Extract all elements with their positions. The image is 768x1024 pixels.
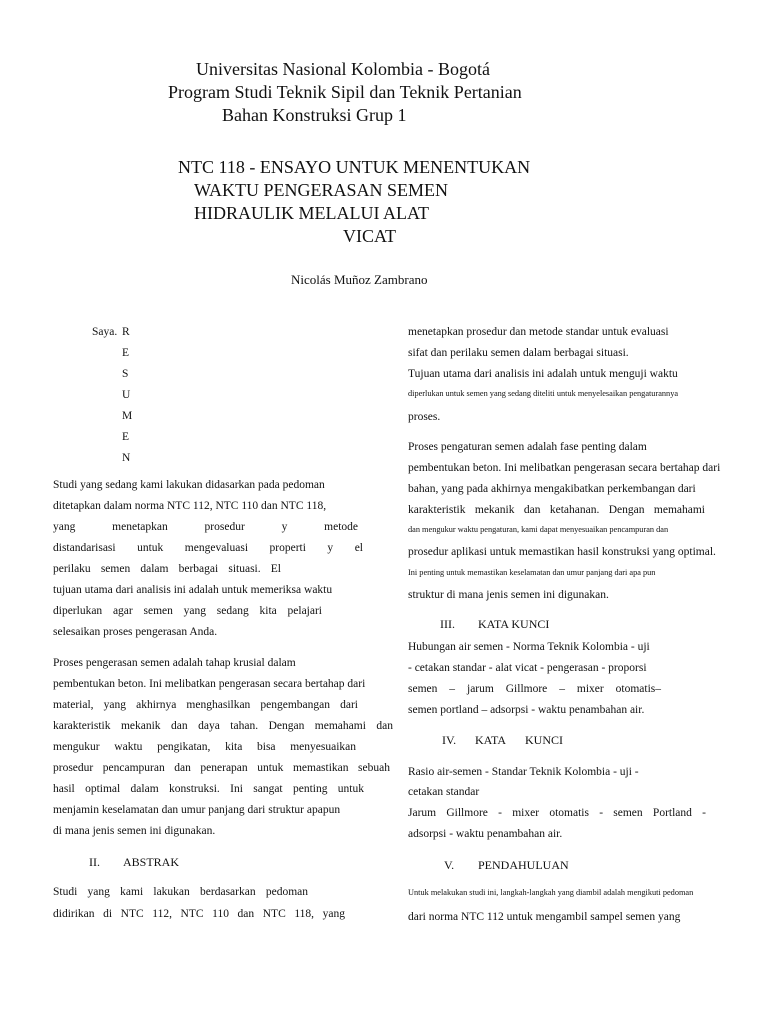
- title-line-4: VICAT: [343, 226, 396, 246]
- resumen-letter: N: [122, 452, 131, 464]
- left-p1-line: yang menetapkan prosedur y metode: [53, 521, 358, 533]
- section-2-number: II.: [89, 855, 100, 869]
- section-3-number: III.: [440, 617, 455, 631]
- section-5-number: V.: [444, 858, 455, 872]
- section-2-heading: ABSTRAK: [123, 855, 180, 869]
- group-name: Bahan Konstruksi Grup 1: [222, 105, 407, 125]
- right-p2-line: karakteristik mekanik dan ketahanan. Dengan memahami: [408, 504, 705, 516]
- left-p2-line: prosedur pencampuran dan penerapan untuk memastikan sebuah: [53, 762, 390, 774]
- keywords-2-line: Jarum Gillmore - mixer otomatis - semen Portland -: [408, 807, 706, 819]
- resumen-letter: E: [122, 431, 130, 443]
- author-name: Nicolás Muñoz Zambrano: [291, 272, 428, 287]
- keywords-1-line: - cetakan standar - alat vicat - pengerasan - proporsi: [408, 662, 647, 674]
- program-name: Program Studi Teknik Sipil dan Teknik Pertanian: [168, 82, 522, 102]
- keywords-1-line: Hubungan air semen - Norma Teknik Kolombia - uji: [408, 641, 650, 653]
- left-p3-line: didirikan di NTC 112, NTC 110 dan NTC 118, yang: [53, 908, 345, 920]
- right-p2-line: prosedur aplikasi untuk memastikan hasil konstruksi yang optimal.: [408, 546, 716, 558]
- left-p1-line: selesaikan proses pengerasan Anda.: [53, 626, 218, 638]
- right-p2-line: dan mengukur waktu pengaturan, kami dapat menyesuaikan pencampuran dan: [408, 525, 669, 534]
- right-p3-line: dari norma NTC 112 untuk mengambil sampel semen yang: [408, 911, 681, 923]
- left-p2-line: menjamin keselamatan dan umur panjang dari struktur apapun: [53, 804, 341, 816]
- section-3-heading: KATA KUNCI: [478, 617, 550, 631]
- left-p2-line: material, yang akhirnya menghasilkan pengembangan dari: [53, 699, 358, 711]
- left-p1-line: perilaku semen dalam berbagai situasi. El: [53, 563, 281, 575]
- title-line-3: HIDRAULIK MELALUI ALAT: [194, 203, 429, 223]
- saya-label: Saya.: [92, 326, 118, 338]
- right-p2-line: struktur di mana jenis semen ini digunakan.: [408, 589, 609, 601]
- right-p1-line: menetapkan prosedur dan metode standar untuk evaluasi: [408, 326, 669, 338]
- right-p1-line: diperlukan untuk semen yang sedang diteliti untuk menyelesaikan pengaturannya: [408, 389, 679, 398]
- title-line-1: NTC 118 - ENSAYO UNTUK MENENTUKAN: [178, 157, 531, 177]
- left-p1-line: Studi yang sedang kami lakukan didasarkan pada pedoman: [53, 479, 325, 491]
- resumen-letter: R: [122, 326, 130, 338]
- section-4-heading: KATA KUNCI: [475, 733, 563, 747]
- right-p2-line: Proses pengaturan semen adalah fase penting dalam: [408, 441, 647, 453]
- left-p2-line: hasil optimal dalam konstruksi. Ini sangat penting untuk: [53, 783, 364, 795]
- keywords-1-line: semen – jarum Gillmore – mixer otomatis–: [408, 683, 661, 695]
- keywords-1-line: semen portland – adsorpsi - waktu penambahan air.: [408, 704, 645, 716]
- section-4-number: IV.: [442, 733, 457, 747]
- left-p1-line: distandarisasi untuk mengevaluasi properti y el: [53, 542, 363, 554]
- right-p1-line: Tujuan utama dari analisis ini adalah untuk menguji waktu: [408, 368, 678, 380]
- right-p1-line: sifat dan perilaku semen dalam berbagai situasi.: [408, 347, 629, 359]
- left-p1-line: ditetapkan dalam norma NTC 112, NTC 110 dan NTC 118,: [53, 500, 327, 512]
- right-p1-line: proses.: [408, 411, 441, 423]
- left-p2-line: mengukur waktu pengikatan, kita bisa menyesuaikan: [53, 741, 356, 753]
- right-p2-line: Ini penting untuk memastikan keselamatan dan umur panjang dari apa pun: [408, 568, 656, 577]
- resumen-letter: E: [122, 347, 130, 359]
- left-p2-line: di mana jenis semen ini digunakan.: [53, 825, 216, 837]
- keywords-2-line: adsorpsi - waktu penambahan air.: [408, 828, 563, 840]
- resumen-letter: M: [122, 410, 133, 422]
- left-p2-line: pembentukan beton. Ini melibatkan pengerasan secara bertahap dari: [53, 678, 366, 690]
- left-p1-line: tujuan utama dari analisis ini adalah untuk memeriksa waktu: [53, 584, 333, 596]
- right-p2-line: pembentukan beton. Ini melibatkan pengerasan secara bertahap dari: [408, 462, 721, 474]
- left-p2-line: karakteristik mekanik dan daya tahan. Dengan memahami dan: [53, 720, 393, 732]
- left-p1-line: diperlukan agar semen yang sedang kita pelajari: [53, 605, 322, 617]
- title-line-2: WAKTU PENGERASAN SEMEN: [194, 180, 449, 200]
- right-p2-line: bahan, yang pada akhirnya mengakibatkan perkembangan dari: [408, 483, 696, 495]
- university-name: Universitas Nasional Kolombia - Bogotá: [196, 59, 490, 79]
- resumen-letter: U: [122, 389, 131, 401]
- left-p3-line: Studi yang kami lakukan berdasarkan pedoman: [53, 886, 308, 898]
- keywords-2-line: cetakan standar: [408, 786, 480, 798]
- keywords-2-line: Rasio air-semen - Standar Teknik Kolombia - uji -: [408, 766, 639, 778]
- left-p2-line: Proses pengerasan semen adalah tahap krusial dalam: [53, 657, 296, 669]
- section-5-heading: PENDAHULUAN: [478, 858, 569, 872]
- resumen-letter: S: [122, 368, 129, 380]
- right-p3-line: Untuk melakukan studi ini, langkah-langkah yang diambil adalah mengikuti pedoman: [408, 888, 694, 897]
